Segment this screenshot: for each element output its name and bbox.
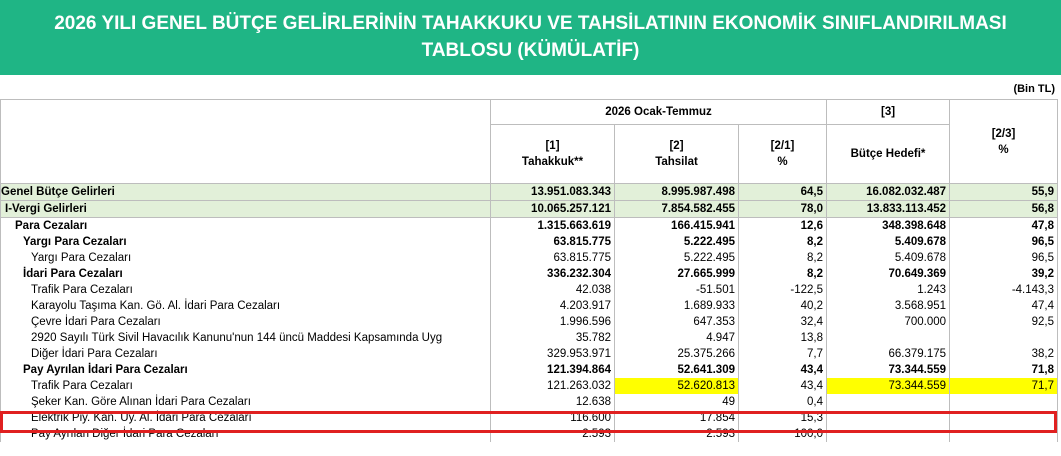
cell-ratio-21: 7,7 [739,346,827,362]
cell-tahakkuk: 336.232.304 [491,266,615,282]
cell-tahakkuk: 4.203.917 [491,298,615,314]
row-label: Genel Bütçe Gelirleri [1,184,491,201]
cell-tahsilat: 17.854 [615,410,739,426]
cell-ratio-23: 71,8 [950,362,1058,378]
cell-ratio-23: 71,7 [950,378,1058,394]
cell-budget: 16.082.032.487 [827,184,950,201]
header-period: 2026 Ocak-Temmuz [491,100,827,125]
cell-ratio-23 [950,410,1058,426]
table-row [1,314,1058,330]
cell-tahakkuk: 121.263.032 [491,378,615,394]
row-label: Yargı Para Cezaları [1,234,491,250]
revenue-table [0,99,1058,442]
header-col2-no: [2] [669,140,684,152]
row-label: Trafik Para Cezaları [1,282,491,298]
cell-budget: 3.568.951 [827,298,950,314]
cell-tahakkuk: 35.782 [491,330,615,346]
table-row [1,218,1058,235]
cell-budget: 73.344.559 [827,362,950,378]
table-row [1,362,1058,378]
cell-tahakkuk: 10.065.257.121 [491,201,615,218]
row-label: Elektrik Piy. Kan. Uy. Al. İdari Para Cezaları [1,410,491,426]
cell-tahakkuk: 63.815.775 [491,250,615,266]
cell-ratio-23 [950,394,1058,410]
header-col21 [739,125,827,184]
cell-tahakkuk: 1.315.663.619 [491,218,615,235]
header-col3-no: [3] [827,100,950,125]
cell-tahsilat: 5.222.495 [615,250,739,266]
cell-tahsilat: 5.222.495 [615,234,739,250]
cell-tahakkuk: 13.951.083.343 [491,184,615,201]
table-row [1,346,1058,362]
cell-ratio-23: 55,9 [950,184,1058,201]
cell-tahsilat: 1.689.933 [615,298,739,314]
cell-tahakkuk: 329.953.971 [491,346,615,362]
cell-budget: 13.833.113.452 [827,201,950,218]
cell-budget: 700.000 [827,314,950,330]
table-row [1,394,1058,410]
table-row [1,266,1058,282]
row-label: Pay Ayrılan İdari Para Cezaları [1,362,491,378]
cell-ratio-21: 78,0 [739,201,827,218]
cell-budget [827,394,950,410]
table-row [1,201,1058,218]
cell-tahakkuk: 121.394.864 [491,362,615,378]
row-label: I-Vergi Gelirleri [1,201,491,218]
header-col23-pct: % [998,143,1009,156]
row-label: Şeker Kan. Göre Alınan İdari Para Cezaları [1,394,491,410]
cell-tahsilat: 4.947 [615,330,739,346]
cell-tahakkuk: 2.593 [491,426,615,442]
cell-budget: 1.243 [827,282,950,298]
table-row [1,184,1058,201]
cell-budget: 5.409.678 [827,250,950,266]
cell-ratio-21: 12,6 [739,218,827,235]
cell-budget [827,426,950,442]
cell-ratio-21: 100,0 [739,426,827,442]
row-label: İdari Para Cezaları [1,266,491,282]
cell-tahsilat: 27.665.999 [615,266,739,282]
cell-tahsilat: 2.593 [615,426,739,442]
cell-tahakkuk: 12.638 [491,394,615,410]
cell-tahsilat: 166.415.941 [615,218,739,235]
header-col23-no: [2/3] [991,127,1016,140]
cell-ratio-23: 47,4 [950,298,1058,314]
title-banner [0,0,1061,75]
cell-budget [827,410,950,426]
cell-ratio-21: 40,2 [739,298,827,314]
header-col21-pct: % [777,156,788,168]
cell-ratio-23: 96,5 [950,234,1058,250]
cell-budget: 73.344.559 [827,378,950,394]
cell-ratio-23: 92,5 [950,314,1058,330]
cell-ratio-21: 8,2 [739,266,827,282]
cell-ratio-23: 56,8 [950,201,1058,218]
header-blank [1,100,491,184]
cell-tahakkuk: 116.600 [491,410,615,426]
cell-ratio-23 [950,330,1058,346]
cell-tahakkuk: 1.996.596 [491,314,615,330]
table-row [1,298,1058,314]
cell-tahsilat: 7.854.582.455 [615,201,739,218]
cell-ratio-23: 96,5 [950,250,1058,266]
cell-tahsilat: 25.375.266 [615,346,739,362]
cell-budget [827,330,950,346]
table-row-highlighted [1,378,1058,394]
header-col2-label: Tahsilat [655,156,698,168]
row-label: Çevre İdari Para Cezaları [1,314,491,330]
cell-tahsilat: 52.620.813 [615,378,739,394]
cell-ratio-21: 13,8 [739,330,827,346]
cell-tahsilat: 49 [615,394,739,410]
header-budget: Bütçe Hedefi* [827,125,950,184]
cell-budget: 5.409.678 [827,234,950,250]
title-line-2: TABLOSU (KÜMÜLATİF) [421,40,640,61]
cell-tahsilat: 647.353 [615,314,739,330]
cell-tahakkuk: 63.815.775 [491,234,615,250]
cell-ratio-21: 43,4 [739,362,827,378]
header-col21-no: [2/1] [770,140,795,152]
table-row [1,250,1058,266]
cell-ratio-23: 47,8 [950,218,1058,235]
header-col1-no: [1] [545,140,560,152]
cell-tahsilat: 52.641.309 [615,362,739,378]
cell-budget: 66.379.175 [827,346,950,362]
cell-tahakkuk: 42.038 [491,282,615,298]
cell-ratio-21: -122,5 [739,282,827,298]
cell-ratio-21: 0,4 [739,394,827,410]
table-row [1,234,1058,250]
cell-tahsilat: 8.995.987.498 [615,184,739,201]
cell-ratio-21: 32,4 [739,314,827,330]
cell-ratio-21: 8,2 [739,250,827,266]
cell-ratio-23: 38,2 [950,346,1058,362]
table-row [1,426,1058,442]
cell-ratio-21: 43,4 [739,378,827,394]
row-label: Trafik Para Cezaları [1,378,491,394]
table-row [1,330,1058,346]
row-label: Diğer İdari Para Cezaları [1,346,491,362]
cell-ratio-23: -4.143,3 [950,282,1058,298]
cell-budget: 348.398.648 [827,218,950,235]
table-row [1,282,1058,298]
cell-ratio-21: 15,3 [739,410,827,426]
unit-label: (Bin TL) [1013,83,1055,95]
cell-ratio-23 [950,426,1058,442]
table-row [1,410,1058,426]
cell-tahsilat: -51.501 [615,282,739,298]
row-label: Karayolu Taşıma Kan. Gö. Al. İdari Para Cezaları [1,298,491,314]
row-label: Para Cezaları [1,218,491,235]
title-line-1: 2026 YILI GENEL BÜTÇE GELİRLERİNİN TAHAKKUKU VE TAHSİLATININ EKONOMİK SINIFLANDIRILMASI [54,13,1007,34]
cell-ratio-21: 64,5 [739,184,827,201]
cell-ratio-21: 8,2 [739,234,827,250]
header-col1 [491,125,615,184]
row-label: 2920 Sayılı Türk Sivil Havacılık Kanunu'nun 144 üncü Maddesi Kapsamında Uyg [1,330,491,346]
row-label: Pay Ayrılan Diğer İdari Para Cezaları [1,426,491,442]
cell-ratio-23: 39,2 [950,266,1058,282]
header-col1-label: Tahakkuk** [521,156,584,168]
row-label: Yargı Para Cezaları [1,250,491,266]
header-col23 [950,100,1058,184]
header-col2 [615,125,739,184]
cell-budget: 70.649.369 [827,266,950,282]
